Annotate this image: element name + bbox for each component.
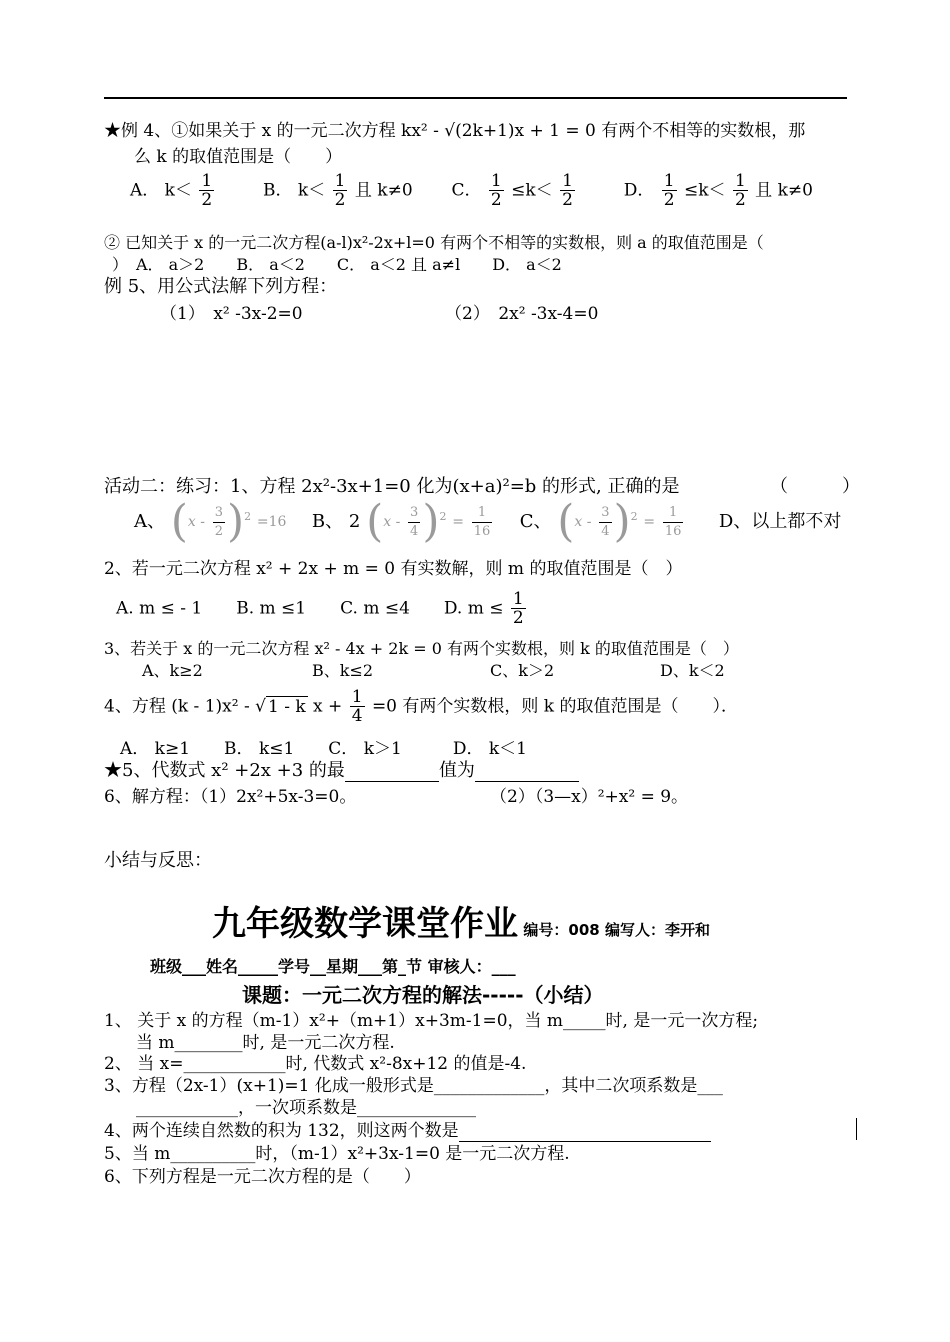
ex5-problem-2: （2） 2x² -3x-4=0	[445, 304, 599, 324]
homework-header	[212, 904, 710, 950]
act2-q3: 3、若关于 x 的一元二次方程 x² - 4x + 2k = 0 有两个实数根，则 k 的取值范围是（ ）	[104, 639, 739, 658]
fraction: $\frac{1}{2}$	[334, 171, 346, 210]
fraction: $\frac{1}{2}$	[490, 171, 502, 210]
act2-q6: 6、解方程：（1）2x²+5x-3=0。	[104, 787, 357, 807]
homework-title: 九年级数学课堂作业	[212, 904, 518, 944]
ex4-line2: 么 k 的取值范围是（ ）	[134, 147, 343, 167]
act2-q3-opt-c: C、k＞2	[490, 661, 555, 680]
hw-item-4: 4、两个连续自然数的积为 132，则这两个数是	[104, 1120, 711, 1142]
act2-q4: 4、方程 (k - 1)x² - √ 1 - k x + $\frac{1}{4}$ =0 有两个实数根，则 k 的取值范围是（ ）．	[104, 687, 739, 726]
fraction: $\frac{1}{2}$	[734, 171, 746, 210]
act2-q3-opt-a: A、k≥2	[142, 661, 203, 680]
ex5-title: 例 5、用公式法解下列方程：	[104, 276, 338, 297]
homework-subject: 课题：一元二次方程的解法-----（小结）	[242, 983, 604, 1007]
act2-q2: 2、若一元二次方程 x² + 2x + m = 0 有实数解，则 m 的取值范围是（ ）	[104, 559, 683, 579]
ex4-opt-a: A． k＜	[130, 180, 192, 201]
ex4-line4: ② 已知关于 x 的一元二次方程(a-l)x²-2x+l=0 有两个不相等的实数根，则 a 的取值范围是（	[104, 233, 764, 252]
hw-item-1: 1、 关于 x 的方程（m-1）x²+（m+1）x+3m-1=0，当 m_____时, 是一元一次方程;	[104, 1011, 759, 1031]
ex4-opt-d: D．	[623, 180, 655, 201]
hw-item-1b: 当 m________时, 是一元二次方程.	[136, 1033, 395, 1053]
act2-q1-opt-d: D、以上都不对	[718, 511, 842, 532]
fraction: $\frac{3}{4}$	[410, 504, 419, 539]
act2-q6-b: （2）（3—x）²+x² = 9。	[490, 787, 689, 807]
act2-q4-sqrt: 1 - k	[267, 696, 306, 717]
margin-bar	[856, 1118, 857, 1140]
act2-q5: ★5、代数式 x² +2x +3 的最 值为	[104, 760, 579, 782]
act2-q1-opt-b: B、 2	[311, 511, 361, 532]
act2-q4-options: A． k≥1 B． k≤1 C． k＞1 D． k＜1	[120, 739, 527, 759]
act2-q4-mid: x +	[313, 696, 343, 717]
fraction: $\frac{1}{4}$	[351, 687, 363, 726]
fraction: $\frac{1}{16}$	[473, 504, 491, 539]
ex4-line1: ★例 4、①如果关于 x 的一元二次方程 kx² - √(2k+1)x + 1 = 0 有两个不相等的实数根，那	[104, 121, 806, 141]
hw-item-3: 3、方程（2x-1）(x+1)=1 化成一般形式是_____________，其中二次项系数是___	[104, 1076, 723, 1096]
hw-item-6: 6、下列方程是一元二次方程的是（ ）	[104, 1167, 421, 1187]
act2-q2-options	[116, 590, 528, 638]
act2-q3-opt-d: D、k＜2	[660, 661, 725, 680]
act2-q1-opt-c: C、	[519, 511, 552, 532]
act2-q2-opts: A. m ≤ - 1 B. m ≤1 C. m ≤4 D. m ≤	[116, 598, 504, 619]
hw-item-3b: ____________，一次项系数是______________	[136, 1098, 476, 1118]
ex4-line5: ） A． a＞2 B． a＜2 C． a＜2 且 a≠l D． a＜2	[112, 255, 562, 274]
homework-fields: 班级___姓名_____学号__星期___第_节 审核人：___	[150, 957, 516, 976]
fraction: $\frac{1}{2}$	[562, 171, 573, 210]
fraction: $\frac{1}{2}$	[663, 171, 675, 210]
act2-q1-a-eq: =16	[256, 514, 287, 530]
fraction: $\frac{1}{2}$	[201, 171, 213, 210]
act2-q1-options: A、 (x - $\frac{3}{2}$ )$^2$ =16 B、 2 (x - $\frac{3}{4}$ )$^2$ = $\frac{1}{16}$ C、 (x - $\frac{3}{4}$ )$^2$ = $\frac{1}{16}$ D、以上都不对	[134, 496, 842, 547]
act2-q3-opt-b: B、k≤2	[312, 661, 374, 680]
homework-meta: 编号：008 编写人：李开和	[523, 921, 710, 939]
act2-q4-pre: 4、方程 (k - 1)x² -	[104, 696, 250, 717]
hw-item-5: 5、当 m__________时，（m-1）x²+3x-1=0 是一元二次方程.	[104, 1144, 570, 1164]
hw-item-2: 2、 当 x=____________时, 代数式 x²-8x+12 的值是-4.	[104, 1054, 527, 1074]
ex4-options	[130, 172, 813, 220]
fraction: $\frac{3}{2}$	[214, 504, 223, 539]
act2-q1-paren: （ ）	[770, 476, 860, 497]
ex4-opt-b-tail: 且 k≠0	[354, 180, 413, 201]
fraction: $\frac{1}{16}$	[664, 504, 682, 539]
ex4-opt-c-mid: ≤k＜	[511, 180, 553, 201]
act2-q1: 活动二：练习：1、方程 2x²-3x+1=0 化为(x+a)²=b 的形式, 正确的是	[104, 476, 680, 497]
ex4-opt-b: B． k＜	[263, 180, 326, 201]
ex4-opt-c: C．	[451, 180, 482, 201]
act2-q1-opt-a: A、	[134, 511, 165, 532]
act2-q4-post: =0 有两个实数根，则 k 的取值范围是（ ）．	[371, 696, 739, 717]
summary-heading: 小结与反思：	[104, 850, 212, 871]
ex4-opt-d-mid: ≤k＜	[683, 180, 726, 201]
fraction: $\frac{3}{4}$	[601, 504, 610, 539]
ex5-problem-1: （1） x² -3x-2=0	[160, 304, 303, 324]
fraction: $\frac{1}{2}$	[512, 589, 524, 628]
top-rule	[104, 97, 847, 99]
ex4-opt-d-tail: 且 k≠0	[755, 180, 813, 201]
